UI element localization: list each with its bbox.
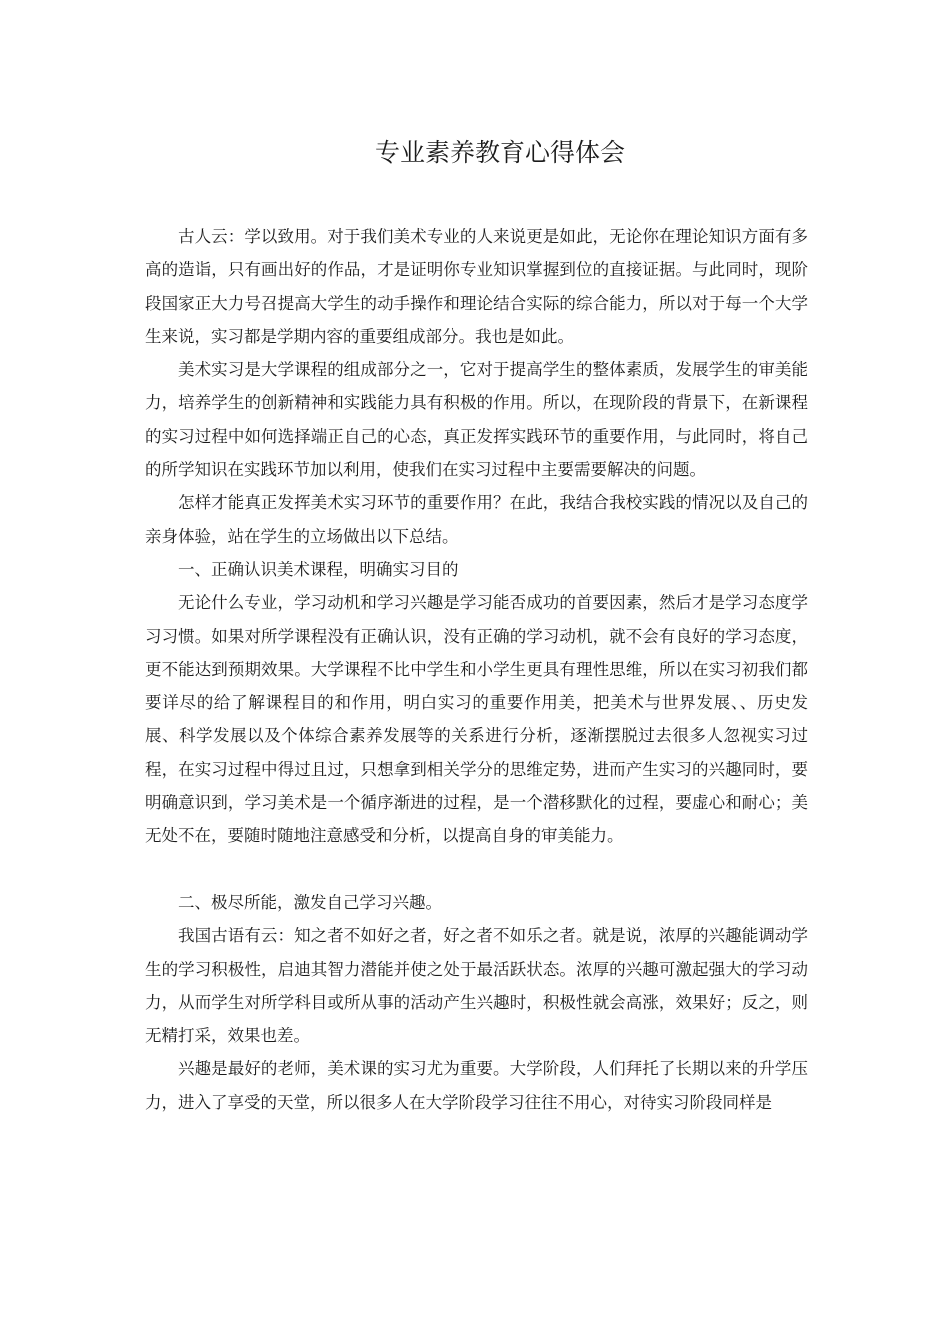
paragraph-intro: 古人云：学以致用。对于我们美术专业的人来说更是如此，无论你在理论知识方面有多高的造诣，只有画出好的作品，才是证明你专业知识掌握到位的直接证据。与此同时，现阶段国家正大力号召提高大学生的动手操作和理论结合实际的综合能力，所以对于每一个大学生来说，实习都是学期内容的重要组成部分。我也是如此。: [145, 227, 808, 346]
paragraph-section-1: 无论什么专业，学习动机和学习兴趣是学习能否成功的首要因素，然后才是学习态度学习习惯。如果对所学课程没有正确认识，没有正确的学习动机，就不会有良好的学习态度，更不能达到预期效果。大学课程不比中学生和小学生更具有理性思维，所以在实习初我们都要详尽的给了解课程目的和作用，明白实习的重要作用美，把美术与世界发展、、历史发展、科学发展以及个体综合素养发展等的关系进行分析，逐渐摆脱过去很多人忽视实习过程，在实习过程中得过且过，只想拿到相关学分的思维定势，进而产生实习的兴趣同时，要明确意识到，学习美术是一个循序渐进的过程，是一个潜移默化的过程，要虚心和耐心；美无处不在，要随时随地注意感受和分析，以提高自身的审美能力。: [145, 593, 808, 846]
paragraph-section-2a: 我国古语有云：知之者不如好之者，好之者不如乐之者。就是说，浓厚的兴趣能调动学生的学习积极性，启迪其智力潜能并使之处于最活跃状态。浓厚的兴趣可激起强大的学习动力，从而学生对所学科目或所从事的活动产生兴趣时，积极性就会高涨，效果好；反之，则无精打采，效果也差。: [145, 926, 808, 1046]
document-body: [145, 220, 808, 1119]
section-heading-2: 二、极尽所能，激发自己学习兴趣。: [178, 892, 442, 912]
paragraph-question: 怎样才能真正发挥美术实习环节的重要作用？在此，我结合我校实践的情况以及自己的亲身体验，站在学生的立场做出以下总结。: [145, 493, 808, 546]
paragraph-spacer: [145, 853, 808, 886]
paragraph-art-internship: 美术实习是大学课程的组成部分之一，它对于提高学生的整体素质，发展学生的审美能力，培养学生的创新精神和实践能力具有积极的作用。所以，在现阶段的背景下，在新课程的实习过程中如何选择端正自己的心态，真正发挥实践环节的重要作用，与此同时，将自己的所学知识在实践环节加以利用，使我们在实习过程中主要需要解决的问题。: [145, 360, 808, 480]
section-heading-1: 一、正确认识美术课程，明确实习目的: [178, 559, 459, 579]
document-title: 专业素养教育心得体会: [374, 138, 625, 167]
paragraph-section-2b: 兴趣是最好的老师，美术课的实习尤为重要。大学阶段，人们拜托了长期以来的升学压力，进入了享受的天堂，所以很多人在大学阶段学习往往不用心，对待实习阶段同样是: [145, 1059, 808, 1112]
